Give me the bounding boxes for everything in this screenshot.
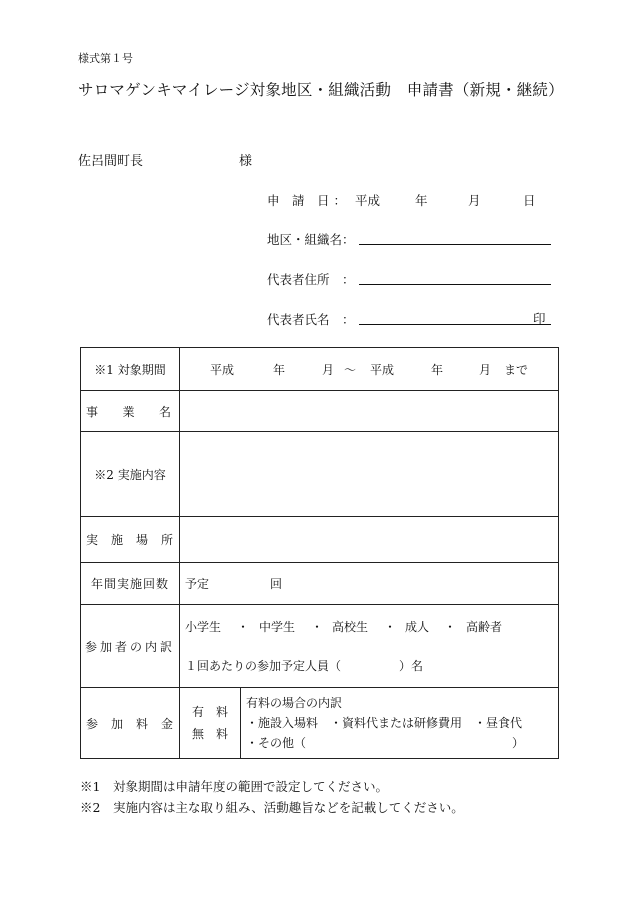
org-name-label: 地区・組織名： — [267, 232, 355, 247]
participants-label: 参加者の内訳 — [81, 605, 180, 688]
application-date-era[interactable]: 平成 — [355, 193, 381, 208]
project-label-char-2: 業 — [122, 404, 135, 419]
period-until: まで — [504, 363, 529, 377]
participant-separator-4: ・ — [444, 620, 457, 634]
fee-other-suffix: ） — [512, 736, 525, 750]
period-year-start: 年 — [273, 363, 286, 377]
content-field[interactable] — [180, 432, 559, 517]
project-name-field[interactable] — [180, 391, 559, 432]
period-era-start: 平成 — [210, 363, 235, 377]
fee-field — [180, 688, 559, 759]
place-field[interactable] — [180, 517, 559, 563]
fee-label-char-2: 加 — [110, 716, 123, 731]
row-annual-count — [81, 563, 559, 605]
fee-label-char-3: 料 — [135, 716, 148, 731]
period-era-end: 平成 — [370, 363, 395, 377]
participants-field[interactable] — [180, 605, 559, 688]
participant-separator-2: ・ — [311, 620, 324, 634]
participant-adult[interactable]: 成人 — [405, 620, 430, 634]
period-field[interactable] — [180, 348, 559, 391]
row-project-name — [81, 391, 559, 432]
period-year-end: 年 — [431, 363, 444, 377]
seal-mark: 印 — [533, 311, 546, 326]
content-label: ※2 実施内容 — [81, 432, 180, 517]
annual-count-unit: 回 — [270, 577, 283, 591]
participants-count-suffix: ）名 — [399, 659, 424, 673]
row-place — [81, 517, 559, 563]
rep-name-label: 代表者氏名 ： — [267, 312, 355, 327]
application-date-day[interactable]: 日 — [523, 193, 536, 208]
participant-separator-3: ・ — [384, 620, 397, 634]
row-content — [81, 432, 559, 517]
note-1: ※1 対象期間は申請年度の範囲で設定してください。 — [80, 779, 388, 794]
org-name-field[interactable] — [359, 230, 551, 245]
application-date-month[interactable]: 月 — [468, 193, 481, 208]
fee-label — [81, 688, 180, 759]
fee-free-option[interactable]: 無 料 — [192, 727, 229, 741]
project-name-label — [81, 391, 180, 432]
fee-other-prefix: ・その他（ — [246, 736, 307, 750]
participant-senior[interactable]: 高齢者 — [466, 620, 503, 634]
honorific: 様 — [239, 154, 253, 169]
addressee: 佐呂間町長 — [78, 154, 144, 169]
period-month-end: 月 — [479, 363, 492, 377]
project-label-char-3: 名 — [158, 404, 171, 419]
form-title: サロマゲンキマイレージ対象地区・組織活動 申請書（新規・継続） — [78, 81, 564, 99]
participant-high-school[interactable]: 高校生 — [332, 620, 369, 634]
fee-label-char-1: 参 — [86, 716, 99, 731]
participant-separator-1: ・ — [237, 620, 250, 634]
fee-paid-option[interactable]: 有 料 — [192, 705, 229, 719]
form-number: 様式第１号 — [78, 52, 133, 65]
note-2: ※2 実施内容は主な取り組み、活動趣旨などを記載してください。 — [80, 800, 464, 815]
participant-elementary[interactable]: 小学生 — [185, 620, 222, 634]
period-tilde: ～ — [344, 363, 357, 377]
application-table — [80, 347, 559, 759]
fee-type-cell[interactable] — [180, 688, 241, 758]
participants-count-prefix: １回あたりの参加予定人員（ — [185, 659, 342, 673]
participant-junior-high[interactable]: 中学生 — [259, 620, 296, 634]
period-label: ※1 対象期間 — [81, 348, 180, 391]
annual-count-label: 年間実施回数 — [81, 563, 180, 605]
row-fee — [81, 688, 559, 759]
project-label-char-1: 事 — [86, 404, 99, 419]
rep-name-field[interactable] — [359, 310, 551, 325]
annual-count-field[interactable] — [180, 563, 559, 605]
row-participants — [81, 605, 559, 688]
row-period — [81, 348, 559, 391]
place-label-char-4: 所 — [160, 533, 173, 547]
fee-breakdown-title: 有料の場合の内訳 — [246, 696, 343, 710]
application-date-label: 申 請 日 ： — [267, 193, 346, 208]
application-date-year[interactable]: 年 — [415, 193, 428, 208]
period-month-start: 月 — [322, 363, 335, 377]
place-label-char-3: 場 — [135, 533, 148, 547]
place-label-char-2: 施 — [110, 533, 123, 547]
place-label — [81, 517, 180, 563]
fee-label-char-4: 金 — [160, 716, 173, 731]
rep-address-field[interactable] — [359, 270, 551, 285]
place-label-char-1: 実 — [86, 533, 99, 547]
annual-plan-label: 予定 — [185, 577, 210, 591]
rep-address-label: 代表者住所 ： — [267, 272, 355, 287]
fee-items-line1[interactable]: ・施設入場料 ・資料代または研修費用 ・昼食代 — [246, 716, 523, 730]
